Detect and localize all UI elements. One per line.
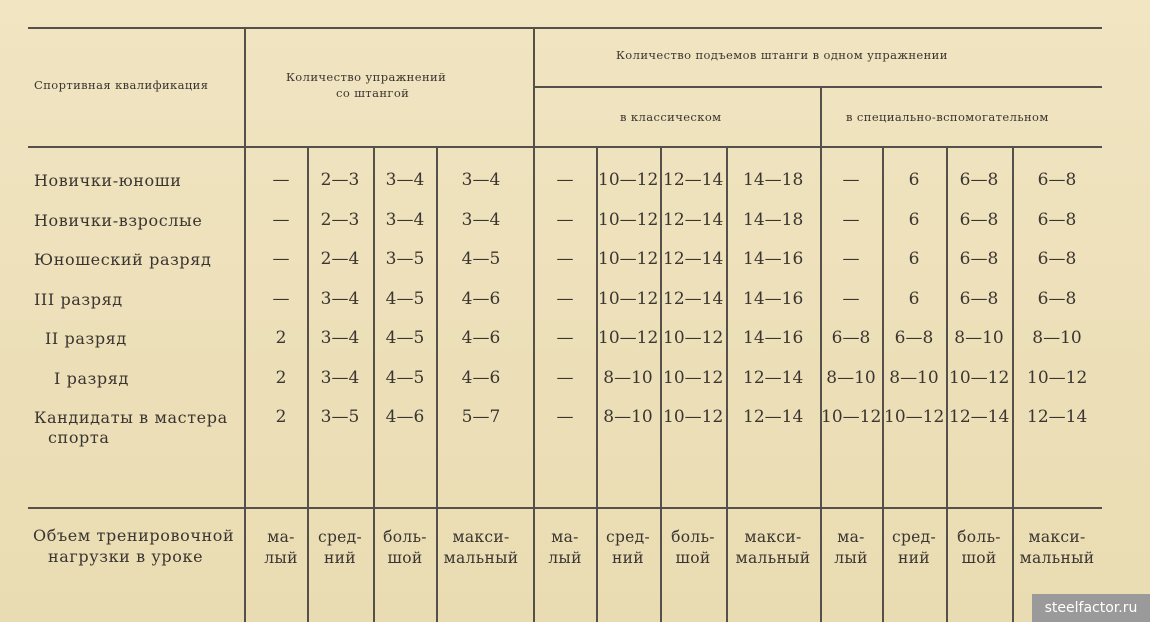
table-cell: 6: [908, 249, 920, 269]
table-cell: 2—3: [320, 210, 360, 230]
header-qualification: Спортивная квалификация: [34, 78, 209, 92]
footer-cell: макси-: [452, 528, 510, 546]
table-cell: 6: [908, 289, 920, 309]
table-cell: —: [556, 249, 574, 269]
table-cell: 12—14: [1027, 407, 1088, 427]
table-cell: 12—14: [743, 368, 804, 388]
table-cell: —: [842, 289, 860, 309]
footer-label-line1: Объем тренировочной: [33, 526, 235, 545]
row-label: II разряд: [45, 329, 127, 348]
table-cell: 6—8: [831, 328, 871, 348]
footer-cell: боль-: [671, 528, 715, 546]
footer-cell: шой: [961, 549, 997, 567]
table-cell: 12—14: [949, 407, 1010, 427]
row-label-line2: спорта: [48, 428, 110, 447]
header-bottom-rule: [28, 146, 1102, 148]
table-cell: 14—16: [743, 289, 804, 309]
footer-cell: боль-: [957, 528, 1001, 546]
table-cell: 6—8: [1037, 170, 1077, 190]
footer-cell: шой: [675, 549, 711, 567]
table-cell: 12—14: [663, 289, 724, 309]
table-cell: 6—8: [1037, 210, 1077, 230]
header-special: в специально-вспомогательном: [846, 110, 1049, 124]
table-cell: 3—5: [320, 407, 360, 427]
table-cell: —: [556, 210, 574, 230]
table-cell: —: [842, 210, 860, 230]
table-cell: 3—4: [320, 289, 360, 309]
table-cell: —: [272, 249, 290, 269]
table-cell: 3—4: [461, 170, 501, 190]
footer-cell: сред-: [891, 528, 937, 546]
table-cell: 4—6: [385, 407, 425, 427]
header-classic: в классическом: [620, 110, 722, 124]
table-cell: 6—8: [959, 170, 999, 190]
table-cell: —: [556, 289, 574, 309]
table-cell: 10—12: [598, 249, 659, 269]
table-cell: 8—10: [603, 407, 653, 427]
table-cell: 6: [908, 210, 920, 230]
table-cell: 6—8: [959, 210, 999, 230]
table-cell: 4—5: [385, 289, 425, 309]
footer-cell: макси-: [1028, 528, 1086, 546]
footer-top-rule: [28, 507, 1102, 509]
row-label: Новички-юноши: [34, 171, 182, 190]
table-cell: 4—5: [385, 368, 425, 388]
header-exercises-line1: Количество упражнений: [286, 70, 447, 84]
table-cell: 10—12: [884, 407, 945, 427]
row-label-line1: Кандидаты в мастера: [34, 408, 228, 427]
footer-cell: мальный: [443, 549, 519, 567]
table-cell: —: [272, 170, 290, 190]
footer-cell: лый: [834, 549, 868, 567]
table-cell: 3—4: [385, 170, 425, 190]
table-cell: 4—6: [461, 328, 501, 348]
footer-cell: ний: [898, 549, 930, 567]
lifts-subheader-rule: [535, 86, 1102, 88]
table-cell: 4—5: [461, 249, 501, 269]
table-cell: 2: [275, 407, 287, 427]
table-cell: 12—14: [663, 170, 724, 190]
footer-cell: ма-: [551, 528, 579, 546]
table-cell: 10—12: [663, 368, 724, 388]
table-cell: 8—10: [603, 368, 653, 388]
footer-cell: сред-: [317, 528, 363, 546]
footer-cell: мальный: [735, 549, 811, 567]
table-cell: 2—3: [320, 170, 360, 190]
row-label: Новички-взрослые: [34, 211, 203, 230]
table-cell: 6—8: [1037, 249, 1077, 269]
table-cell: 14—16: [743, 328, 804, 348]
table-cell: 3—4: [320, 328, 360, 348]
watermark: steelfactor.ru: [1032, 594, 1150, 622]
table-cell: —: [842, 170, 860, 190]
table-cell: 14—16: [743, 249, 804, 269]
footer-cell: ма-: [267, 528, 295, 546]
footer-cell: макси-: [744, 528, 802, 546]
footer-cell: боль-: [383, 528, 427, 546]
footer-cell: ний: [612, 549, 644, 567]
footer-cell: ма-: [837, 528, 865, 546]
table-cell: 4—6: [461, 368, 501, 388]
table-cell: —: [272, 210, 290, 230]
table-cell: 8—10: [1032, 328, 1082, 348]
table-cell: 6—8: [1037, 289, 1077, 309]
table-cell: 10—12: [663, 407, 724, 427]
table-cell: 3—4: [461, 210, 501, 230]
table-cell: 2: [275, 328, 287, 348]
table-cell: —: [556, 407, 574, 427]
row-label: III разряд: [34, 290, 123, 309]
row-label: Юношеский разряд: [34, 250, 212, 269]
table-cell: 2: [275, 368, 287, 388]
table-cell: 6—8: [959, 249, 999, 269]
footer-cell: ний: [324, 549, 356, 567]
table-cell: 12—14: [743, 407, 804, 427]
table-cell: 10—12: [663, 328, 724, 348]
table-cell: —: [556, 170, 574, 190]
table-cell: 8—10: [826, 368, 876, 388]
table-cell: 2—4: [320, 249, 360, 269]
table-cell: 4—6: [461, 289, 501, 309]
table-cell: 14—18: [743, 210, 804, 230]
table-cell: 12—14: [663, 249, 724, 269]
header-exercises-line2: со штангой: [336, 86, 410, 100]
table-cell: 12—14: [663, 210, 724, 230]
table-cell: 10—12: [598, 170, 659, 190]
table-cell: 3—4: [320, 368, 360, 388]
header-lifts: Количество подъемов штанги в одном упражнении: [616, 48, 948, 62]
table-cell: 5—7: [461, 407, 501, 427]
table-cell: 14—18: [743, 170, 804, 190]
table-cell: 10—12: [598, 289, 659, 309]
table-cell: 3—5: [385, 249, 425, 269]
table-cell: 10—12: [949, 368, 1010, 388]
table-cell: 3—4: [385, 210, 425, 230]
table-cell: 8—10: [889, 368, 939, 388]
top-rule: [28, 27, 1102, 29]
row-label: I разряд: [54, 369, 129, 388]
table-cell: —: [272, 289, 290, 309]
table-cell: 10—12: [598, 210, 659, 230]
table-cell: 10—12: [1027, 368, 1088, 388]
table-cell: —: [556, 368, 574, 388]
footer-cell: лый: [264, 549, 298, 567]
footer-cell: сред-: [605, 528, 651, 546]
table-cell: 10—12: [821, 407, 882, 427]
table-cell: 10—12: [598, 328, 659, 348]
table-cell: 6: [908, 170, 920, 190]
table-cell: —: [556, 328, 574, 348]
table-cell: —: [842, 249, 860, 269]
table-cell: 6—8: [959, 289, 999, 309]
table-cell: 6—8: [894, 328, 934, 348]
footer-cell: мальный: [1019, 549, 1095, 567]
footer-label-line2: нагрузки в уроке: [48, 547, 204, 566]
table-cell: 4—5: [385, 328, 425, 348]
footer-cell: лый: [548, 549, 582, 567]
footer-cell: шой: [387, 549, 423, 567]
table-cell: 8—10: [954, 328, 1004, 348]
